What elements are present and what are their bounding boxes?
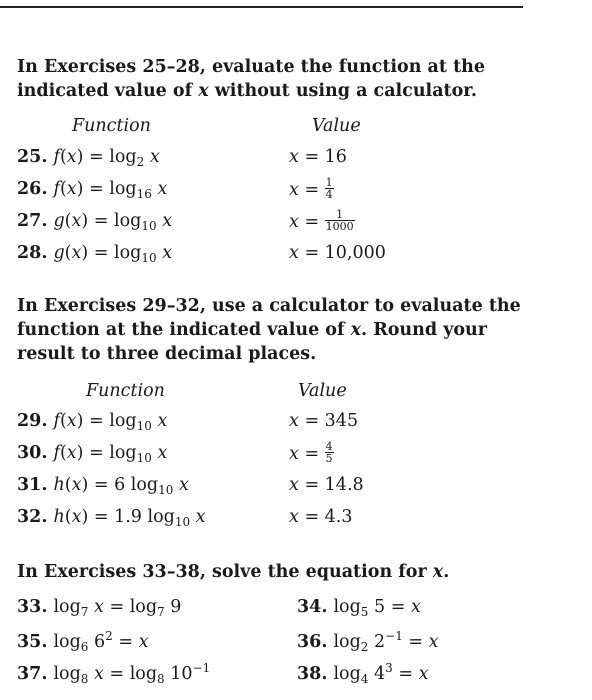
function-cell: 26. $f(x) = \log_{16} x$ [17, 179, 168, 201]
value-cell: x = $\frac{1}{4}$ [289, 176, 333, 201]
column-header-value: Value [312, 116, 361, 136]
function-cell: 31. h(x) = 6 $\log_{10} x$ [17, 475, 189, 497]
value-cell: x = 16 [289, 147, 347, 167]
exercise-row [17, 661, 537, 685]
exercise-33: 33. $\log_7 x = \log_7 9$ [17, 597, 182, 619]
exercise-row [17, 208, 537, 235]
exercise-row [17, 597, 537, 621]
column-header-value: Value [298, 381, 347, 401]
value-cell: x = 345 [289, 411, 359, 431]
fraction: $\frac{1}{4}$ [325, 176, 333, 201]
top-rule [0, 6, 523, 8]
fraction: $\frac{4}{5}$ [325, 440, 333, 465]
function-cell: 27. $g(x) = \log_{10} x$ [17, 211, 173, 233]
exercise-35: 35. $\log_6 6^2 = x$ [17, 629, 149, 654]
instruction-33-38: In Exercises 33–38, solve the equation for x. [17, 562, 450, 582]
value-cell: x = 10,000 [289, 243, 386, 263]
value-cell: x = 14.8 [289, 475, 364, 495]
instruction-25-28: In Exercises 25–28, evaluate the function at the indicated value of x without using a calculator. [17, 57, 486, 101]
exercise-row [17, 440, 537, 467]
function-cell: 30. $f(x) = \log_{10} x$ [17, 443, 168, 465]
exercise-37: 37. $\log_8 x = \log_8 10^{-1}$ [17, 661, 211, 686]
function-cell: 32. h(x) = 1.9 $\log_{10} x$ [17, 507, 206, 529]
value-cell: x = $\frac{1}{1000}$ [289, 208, 354, 233]
function-cell: 29. $f(x) = \log_{10} x$ [17, 411, 168, 433]
function-cell: 25. $f(x) = \log_2 x$ [17, 147, 160, 169]
exercise-38: 38. $\log_4 4^3 = x$ [297, 661, 429, 686]
fraction: $\frac{1}{1000}$ [325, 208, 354, 233]
exercise-34: 34. $\log_5 5 = x$ [297, 597, 421, 619]
exercise-row [17, 475, 537, 499]
exercise-row [17, 176, 537, 203]
exercise-row [17, 629, 537, 653]
exercise-row [17, 411, 537, 435]
exercise-row [17, 243, 537, 267]
column-header-function: Function [86, 381, 165, 401]
value-cell: x = $\frac{4}{5}$ [289, 440, 333, 465]
value-cell: x = 4.3 [289, 507, 353, 527]
column-header-function: Function [72, 116, 151, 136]
exercise-36: 36. $\log_2 2^{-1} = x$ [297, 629, 439, 654]
exercise-row [17, 147, 537, 171]
exercise-row [17, 507, 537, 531]
instruction-29-32: In Exercises 29–32, use a calculator to evaluate the function at the indicated value of x. Round your result to three decimal places. [17, 296, 521, 364]
function-cell: 28. $g(x) = \log_{10} x$ [17, 243, 173, 265]
